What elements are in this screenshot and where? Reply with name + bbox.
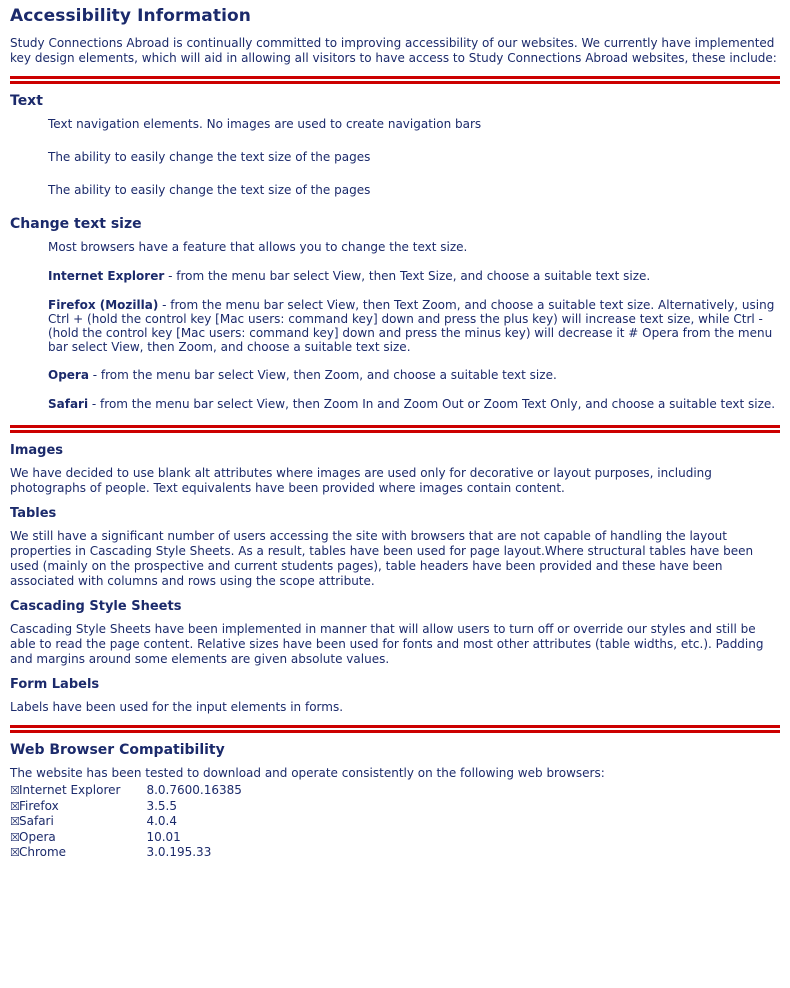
images-paragraph: We have decided to use blank alt attributes where images are used only for decorative or layout purposes, including photographs of people. Text equivalents have been provided where images contain content. [10,466,712,495]
browser-name: Opera [19,829,56,844]
browser-instruction-safari [48,397,780,411]
text-feature-list [48,117,780,198]
section-heading-change-text-size: Change text size [10,216,142,232]
table-row [10,783,242,799]
browser-row-name [10,783,146,799]
section-heading-text: Text [10,93,43,109]
list-item: The ability to easily change the text size of the pages [48,150,371,164]
browser-instructions-firefox: - from the menu bar select View, then Text Zoom, and choose a suitable text size. Alternatively, using Ctrl + (hold the control key [Mac users: command key] down and press the plus key) will increase text size, while Ctrl - (hold the control key [Mac users: command key] down and press the minus key) will decrease it # Opera from the menu bar select View, then Zoom, and choose a suitable text size. [48,298,775,354]
browser-name: Firefox [19,798,59,813]
browser-name-firefox: Firefox (Mozilla) [48,298,159,312]
table-row [10,799,242,815]
section-divider-2 [10,425,780,433]
section-heading-browser-compatibility: Web Browser Compatibility [10,742,225,758]
intro-paragraph: Study Connections Abroad is continually committed to improving accessibility of our websites. We currently have implemented key design elements, which will aid in allowing all visitors to have access to Study Connections Abroad websites, these include: [10,36,777,65]
table-row [10,845,242,861]
intro-paragraph-block [10,36,780,66]
browser-compatibility-table [10,783,242,861]
browser-name: Internet Explorer [19,783,121,797]
checkbox-icon: ☒ [10,830,20,844]
page-title: Accessibility Information [10,6,251,26]
browser-name-opera: Opera [48,368,89,382]
browser-instructions-opera: - from the menu bar select View, then Zoom, and choose a suitable text size. [88,368,557,382]
browser-version: 8.0.7600.16385 [146,783,242,797]
browser-version: 10.01 [146,829,181,844]
change-text-size-content [48,240,780,411]
browser-row-name [10,830,146,846]
table-row [10,830,242,846]
section-heading-images: Images [10,443,64,458]
list-item: Text navigation elements. No images are used to create navigation bars [48,117,482,131]
section-heading-tables: Tables [10,506,57,521]
css-paragraph: Cascading Style Sheets have been implemented in manner that will allow users to turn off or override our styles and still be able to read the page content. Relative sizes have been used for fonts and most other attributes (table widths, etc.). Padding and margins around some elements are given absolute values. [10,622,764,666]
accessibility-document-page [0,6,790,988]
section-heading-form-labels: Form Labels [10,677,100,692]
browser-compatibility-intro: The website has been tested to download and operate consistently on the following web browsers: [10,766,605,780]
checkbox-icon: ☒ [10,815,20,828]
change-text-size-intro: Most browsers have a feature that allows you to change the text size. [48,240,468,254]
browser-version: 3.0.195.33 [146,845,212,859]
browser-row-name [10,845,146,861]
list-item: The ability to easily change the text size of the pages [48,183,371,197]
browser-instruction-opera [48,368,780,383]
browser-name-internet-explorer: Internet Explorer [48,269,165,283]
browser-row-name [10,814,146,830]
browser-name: Chrome [19,845,67,859]
browser-instruction-firefox [48,298,780,354]
browser-row-name [10,799,146,815]
checkbox-icon: ☒ [10,799,20,813]
browser-instructions-internet-explorer: - from the menu bar select View, then Text Size, and choose a suitable text size. [164,269,651,283]
checkbox-icon: ☒ [10,846,20,859]
browser-name: Safari [19,814,54,828]
section-heading-css: Cascading Style Sheets [10,599,182,614]
checkbox-icon: ☒ [10,784,20,797]
browser-version: 4.0.4 [146,814,177,828]
section-divider-3 [10,725,780,733]
browser-name-safari: Safari [48,397,89,411]
form-labels-paragraph: Labels have been used for the input elements in forms. [10,700,344,714]
browser-instruction-internet-explorer [48,269,780,284]
tables-paragraph: We still have a significant number of users accessing the site with browsers that are not capable of handling the layout properties in Cascading Style Sheets. As a result, tables have been used for page layout.Where structural tables have been used (mainly on the prospective and current students pages), table headers have been provided and these have been associated with columns and rows using the scope attribute. [10,529,754,588]
browser-version: 3.5.5 [146,798,177,813]
browser-instructions-safari: - from the menu bar select View, then Zoom In and Zoom Out or Zoom Text Only, and choose a suitable text size. [88,397,776,411]
section-divider-1 [10,76,780,84]
table-row [10,814,242,830]
